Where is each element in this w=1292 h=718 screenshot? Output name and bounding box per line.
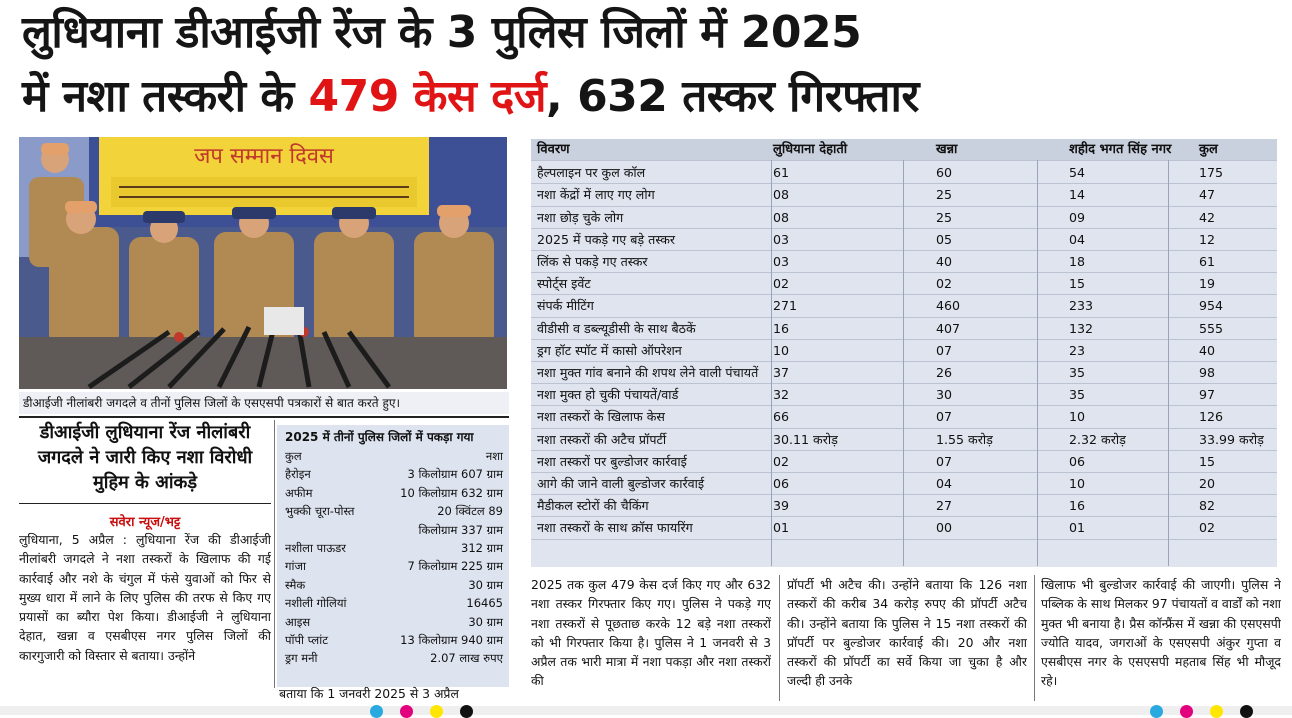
table-row xyxy=(531,229,1277,251)
page-bottom-strip xyxy=(0,706,1292,715)
article-column-4: प्रॉपर्टी भी अटैच की। उन्होंने बताया कि 126 नशा तस्करों की करीब 34 करोड़ रुपए की प्रॉपर्टी अटैच की। उन्होंने बताया कि पुलिस ने 15 नशा तस्करों की प्रॉपर्टी पर बुल्डोजर कार्रवाई की। 20 और नशा तस्करों की प्रॉपर्टी का सर्वे किया जा चुका है और जल्दी ही उनके xyxy=(787,577,1027,689)
seized-item-value: 10 किलोग्राम 632 ग्राम xyxy=(400,485,503,500)
table-row xyxy=(531,318,1277,340)
table-cell-khanna: 26 xyxy=(936,365,953,380)
table-cell-ludhiana-rural: 32 xyxy=(773,387,790,403)
seized-item-value: 7 किलोग्राम 225 ग्राम xyxy=(407,559,503,574)
table-column-line xyxy=(771,160,772,566)
table-cell-label: 2025 में पकड़े गए बड़े तस्कर xyxy=(537,231,676,247)
table-cell-label: नशा तस्करों के साथ क्रॉस फायरिंग xyxy=(537,520,693,536)
table-cell-ludhiana-rural: 39 xyxy=(773,498,790,514)
table-row xyxy=(531,340,1277,362)
table-cell-label: नशा तस्करों की अटैच प्रॉपर्टी xyxy=(537,431,667,447)
table-cell-total: 15 xyxy=(1199,453,1216,469)
seized-item-name: हैरोइन xyxy=(285,467,311,482)
table-cell-ludhiana-rural: 16 xyxy=(773,320,790,336)
table-cell-khanna: 25 xyxy=(936,209,953,225)
table-cell-ludhiana-rural: 03 xyxy=(773,231,790,247)
table-header-total: कुल xyxy=(1199,142,1218,157)
seized-item xyxy=(285,631,503,649)
seized-item-value: 20 क्विंटल 89 xyxy=(437,504,503,519)
seized-item-name: नशीला पाऊडर xyxy=(285,541,347,556)
table-cell-label: नशा तस्करों के खिलाफ केस xyxy=(537,409,665,425)
photo-caption: डीआईजी नीलांबरी जगदले व तीनों पुलिस जिलों के एसएसपी पत्रकारों से बात करते हुए। xyxy=(19,392,509,414)
table-cell-sbs-nagar: 18 xyxy=(1069,254,1086,269)
seized-item-name: अफीम xyxy=(285,485,313,500)
table-row xyxy=(531,495,1277,517)
table-cell-total: 954 xyxy=(1199,298,1224,314)
table-cell-total: 47 xyxy=(1199,187,1216,203)
subhead-divider xyxy=(19,503,271,504)
table-cell-sbs-nagar: 15 xyxy=(1069,276,1086,292)
table-cell-ludhiana-rural: 30.11 करोड़ xyxy=(773,431,838,447)
table-cell-label: नशा तस्करों पर बुल्डोजर कार्रवाई xyxy=(537,453,687,469)
table-cell-total: 126 xyxy=(1199,409,1224,425)
table-row xyxy=(531,162,1277,184)
headline xyxy=(0,0,1292,132)
table-cell-khanna: 407 xyxy=(936,320,961,336)
table-header-label: विवरण xyxy=(537,142,570,157)
seized-item-value: 13 किलोग्राम 940 ग्राम xyxy=(400,633,503,648)
table-cell-sbs-nagar: 10 xyxy=(1069,409,1086,425)
headline-line-2 xyxy=(22,70,919,124)
table-cell-ludhiana-rural: 02 xyxy=(773,276,790,292)
table-cell-sbs-nagar: 132 xyxy=(1069,320,1094,336)
table-cell-label: नशा केंद्रों में लाए गए लोग xyxy=(537,187,655,203)
table-cell-sbs-nagar: 23 xyxy=(1069,342,1086,358)
table-column-line xyxy=(1037,160,1038,566)
table-cell-khanna: 02 xyxy=(936,276,953,292)
registration-mark-magenta xyxy=(1180,705,1193,718)
column-divider xyxy=(1034,575,1035,701)
seized-item xyxy=(285,502,503,520)
table-cell-ludhiana-rural: 37 xyxy=(773,365,790,380)
seized-item-value: 30 ग्राम xyxy=(468,614,503,629)
table-column-line xyxy=(1168,160,1169,566)
subheadline-line-2: जगदले ने जारी किए नशा विरोधी xyxy=(37,447,253,468)
table-header-ludhiana-rural: लुधियाना देहाती xyxy=(773,142,848,157)
table-cell-label: ड्रग हॉट स्पॉट में कासो ऑपरेशन xyxy=(537,342,682,358)
table-cell-ludhiana-rural: 66 xyxy=(773,409,790,425)
table-cell-total: 40 xyxy=(1199,342,1216,358)
table-cell-khanna: 25 xyxy=(936,187,953,203)
table-cell-khanna: 00 xyxy=(936,520,953,536)
table-cell-sbs-nagar: 04 xyxy=(1069,231,1086,247)
table-cell-ludhiana-rural: 06 xyxy=(773,476,790,491)
registration-mark-cyan xyxy=(370,705,383,718)
registration-mark-black xyxy=(1240,705,1253,718)
table-cell-total: 555 xyxy=(1199,320,1224,336)
table-cell-sbs-nagar: 16 xyxy=(1069,498,1086,514)
table-row xyxy=(531,384,1277,406)
seized-item-value: 16465 xyxy=(466,596,503,611)
table-row xyxy=(531,429,1277,451)
seized-item-name: नशीली गोलियां xyxy=(285,596,347,611)
table-row xyxy=(531,451,1277,473)
table-cell-khanna: 30 xyxy=(936,387,953,403)
table-cell-khanna: 60 xyxy=(936,165,953,181)
seized-item-name: भुक्की चूरा-पोस्त xyxy=(285,504,355,519)
registration-mark-cyan xyxy=(1150,705,1163,718)
seized-item xyxy=(285,594,503,612)
registration-mark-yellow xyxy=(1210,705,1223,718)
table-cell-total: 175 xyxy=(1199,165,1224,181)
press-conference-photo xyxy=(19,137,507,389)
table-cell-ludhiana-rural: 08 xyxy=(773,187,790,203)
table-header-khanna: खन्ना xyxy=(936,142,958,157)
table-cell-khanna: 05 xyxy=(936,231,953,247)
subheadline-line-3: मुहिम के आंकड़े xyxy=(93,472,197,493)
table-cell-ludhiana-rural: 03 xyxy=(773,254,790,269)
statistics-table xyxy=(531,139,1277,567)
seized-item xyxy=(285,465,503,483)
seized-item-name: गांजा xyxy=(285,559,306,574)
subheadline xyxy=(19,420,271,495)
registration-mark-yellow xyxy=(430,705,443,718)
seized-header-left: कुल xyxy=(285,449,302,463)
table-cell-khanna: 04 xyxy=(936,476,953,491)
article-column-3: 2025 तक कुल 479 केस दर्ज किए गए और 632 नशा तस्कर गिरफ्तार किए गए। पुलिस ने पकड़े गए नशा तस्करों से पूछताछ करके 12 बड़े नशा तस्करों को भी गिरफ्तार किया है। पुलिस ने 1 जनवरी से 3 अप्रैल तक भारी मात्रा में नशा पकड़ा और नशा तस्करों की xyxy=(531,577,771,689)
seized-item xyxy=(285,539,503,557)
divider xyxy=(19,416,509,418)
table-row xyxy=(531,184,1277,206)
table-cell-sbs-nagar: 35 xyxy=(1069,365,1086,380)
column-divider xyxy=(779,575,780,701)
table-cell-label: नशा मुक्त गांव बनाने की शपथ लेने वाली पंचायतें xyxy=(537,365,759,380)
seized-item-value: 3 किलोग्राम 607 ग्राम xyxy=(407,467,503,482)
seized-item-name: ड्रग मनी xyxy=(285,651,318,666)
seized-item-name: आइस xyxy=(285,614,311,629)
headline-highlight: 479 केस दर्ज xyxy=(308,71,547,122)
table-cell-total: 98 xyxy=(1199,365,1216,380)
seized-item xyxy=(285,576,503,594)
seized-item-value: 30 ग्राम xyxy=(468,577,503,592)
seized-header-right: नशा xyxy=(485,449,503,463)
table-cell-khanna: 07 xyxy=(936,342,953,358)
table-cell-total: 20 xyxy=(1199,476,1216,491)
table-cell-total: 19 xyxy=(1199,276,1216,292)
table-column-line xyxy=(903,160,904,566)
table-cell-total: 33.99 करोड़ xyxy=(1199,431,1264,447)
seized-item xyxy=(285,521,503,539)
table-cell-sbs-nagar: 35 xyxy=(1069,387,1086,403)
table-cell-sbs-nagar: 10 xyxy=(1069,476,1086,491)
headline-line-2-post: , 632 तस्कर गिरफ्तार xyxy=(546,71,919,122)
seized-item-value: 2.07 लाख रुपए xyxy=(430,651,503,666)
table-row xyxy=(531,473,1277,495)
seized-title: 2025 में तीनों पुलिस जिलों में पकड़ा गया xyxy=(285,430,474,444)
table-cell-khanna: 1.55 करोड़ xyxy=(936,431,993,447)
seized-item xyxy=(285,557,503,575)
table-cell-total: 12 xyxy=(1199,231,1216,247)
table-cell-sbs-nagar: 09 xyxy=(1069,209,1086,225)
article-column-1: लुधियाना, 5 अप्रैल : लुधियाना रेंज की डीआईजी नीलांबरी जगदले ने नशा तस्करों के खिलाफ की गई कार्रवाई और नशे के चंगुल में फंसे युवाओं को फिर से मुख्य धारा में लाने के लिए पुलिस की तरफ से किए गए प्रयासों का ब्यौरा पेश किया। डीआईजी ने लुधियाना देहात, खन्ना व एसबीएस नगर पुलिस जिलों की कारगुजारी को विस्तार से बताया। उन्होंने xyxy=(19,532,271,663)
table-cell-khanna: 07 xyxy=(936,409,953,425)
subheadline-line-1: डीआईजी लुधियाना रेंज नीलांबरी xyxy=(39,422,251,443)
table-cell-label: नशा छोड़ चुके लोग xyxy=(537,209,624,225)
seized-item-value: किलोग्राम 337 ग्राम xyxy=(418,522,503,537)
table-cell-label: लिंक से पकड़े गए तस्कर xyxy=(537,254,648,269)
table-cell-sbs-nagar: 06 xyxy=(1069,453,1086,469)
table-row xyxy=(531,295,1277,317)
table-cell-label: स्पोर्ट्स इवेंट xyxy=(537,276,591,292)
article-column-5: खिलाफ भी बुल्डोजर कार्रवाई की जाएगी। पुलिस ने पब्लिक के साथ मिलकर 97 पंचायतों व वार्डों को नशा मुक्त भी बनाया है। प्रैस कॉन्फ्रैंस में खन्ना की एसएसपी ज्योति यादव, जगराओं के एसएसपी अंकुर गुप्ता व एसबीएस नगर के एसएसपी महताब सिंह भी मौजूद रहे। xyxy=(1041,577,1281,689)
registration-mark-magenta xyxy=(400,705,413,718)
table-row xyxy=(531,273,1277,295)
table-cell-label: वीडीसी व डब्ल्यूडीसी के साथ बैठकें xyxy=(537,320,696,336)
table-header-sbs-nagar: शहीद भगत सिंह नगर xyxy=(1069,142,1172,157)
table-cell-sbs-nagar: 54 xyxy=(1069,165,1086,181)
table-cell-label: मैडीकल स्टोरों की चैकिंग xyxy=(537,498,649,514)
table-cell-khanna: 460 xyxy=(936,298,961,314)
registration-mark-black xyxy=(460,705,473,718)
table-cell-ludhiana-rural: 01 xyxy=(773,520,790,536)
table-cell-total: 42 xyxy=(1199,209,1216,225)
table-row xyxy=(531,251,1277,273)
table-cell-total: 97 xyxy=(1199,387,1216,403)
table-cell-sbs-nagar: 14 xyxy=(1069,187,1086,203)
table-cell-label: हैल्पलाइन पर कुल कॉल xyxy=(537,165,646,181)
headline-line-2-pre: में नशा तस्करी के xyxy=(22,71,309,122)
headline-line-1: लुधियाना डीआईजी रेंज के 3 पुलिस जिलों में 2025 xyxy=(22,7,862,58)
table-cell-total: 61 xyxy=(1199,254,1216,269)
table-cell-ludhiana-rural: 61 xyxy=(773,165,790,181)
table-cell-total: 82 xyxy=(1199,498,1216,514)
table-cell-sbs-nagar: 233 xyxy=(1069,298,1094,314)
seized-footer-text: बताया कि 1 जनवरी 2025 से 3 अप्रैल xyxy=(279,686,459,701)
byline: सवेरा न्यूज/भट्ट xyxy=(109,515,181,530)
table-row xyxy=(531,406,1277,428)
table-cell-ludhiana-rural: 271 xyxy=(773,298,798,314)
table-cell-label: नशा मुक्त हो चुकी पंचायतें/वार्ड xyxy=(537,387,679,403)
table-cell-khanna: 07 xyxy=(936,453,953,469)
table-header-row xyxy=(531,139,1277,161)
seized-list xyxy=(285,465,503,667)
table-row xyxy=(531,207,1277,229)
table-cell-khanna: 27 xyxy=(936,498,953,514)
table-cell-sbs-nagar: 2.32 करोड़ xyxy=(1069,431,1126,447)
table-row xyxy=(531,362,1277,384)
seized-item-name: पॉपी प्लांट xyxy=(285,633,328,648)
table-cell-sbs-nagar: 01 xyxy=(1069,520,1086,536)
table-row xyxy=(531,517,1277,539)
seized-item-value: 312 ग्राम xyxy=(461,541,503,556)
seized-drugs-box xyxy=(277,425,509,687)
seized-item-name: स्मैक xyxy=(285,577,306,592)
table-cell-ludhiana-rural: 02 xyxy=(773,453,790,469)
table-cell-label: संपर्क मीटिंग xyxy=(537,298,594,314)
seized-item xyxy=(285,484,503,502)
table-cell-label: आगे की जाने वाली बुल्डोजर कार्रवाई xyxy=(537,476,705,491)
press-conference-illustration xyxy=(19,137,507,389)
seized-item xyxy=(285,649,503,667)
table-cell-total: 02 xyxy=(1199,520,1216,536)
table-cell-ludhiana-rural: 10 xyxy=(773,342,790,358)
banner-text: जप सम्मान दिवस xyxy=(194,144,334,169)
column-divider xyxy=(274,420,275,688)
table-cell-khanna: 40 xyxy=(936,254,953,269)
seized-item xyxy=(285,613,503,631)
table-cell-ludhiana-rural: 08 xyxy=(773,209,790,225)
seized-header-row xyxy=(285,447,503,465)
